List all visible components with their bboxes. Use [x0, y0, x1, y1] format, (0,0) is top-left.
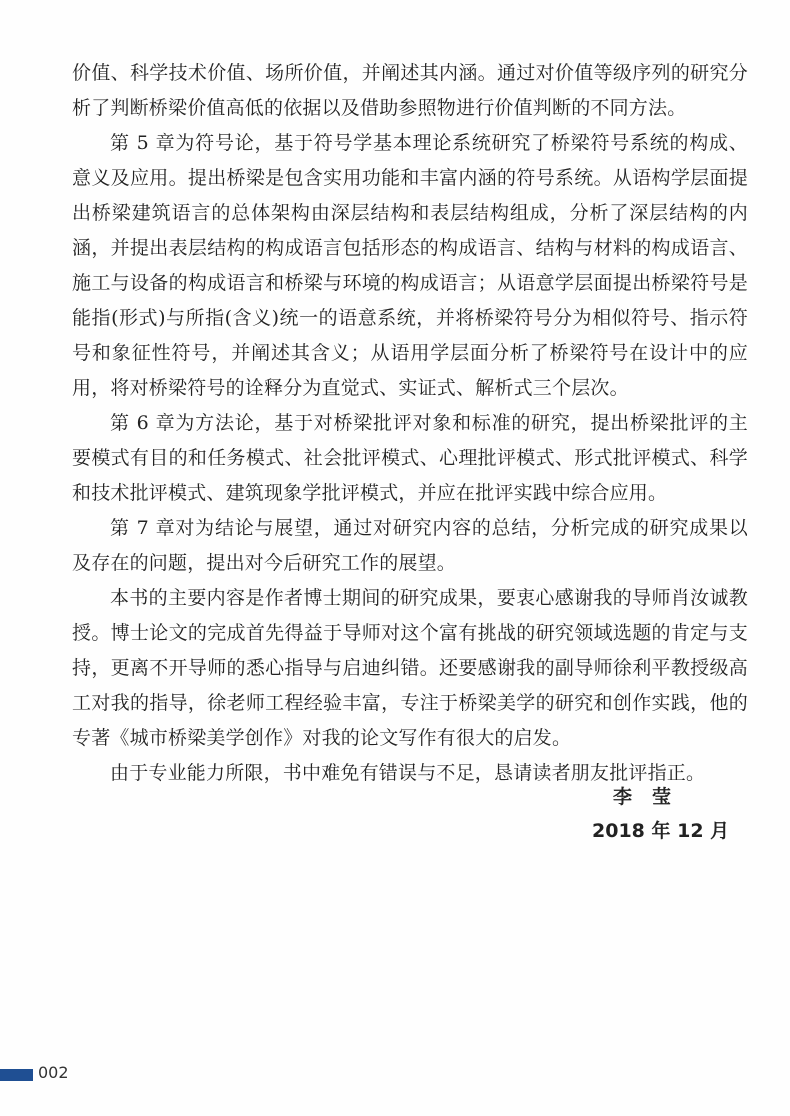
author-signature: [560, 780, 760, 848]
page-footer-accent-bar: [0, 1069, 33, 1081]
paragraph-closing: 由于专业能力所限，书中难免有错误与不足，恳请读者朋友批评指正。: [110, 762, 706, 784]
paragraph-chapter-5: 第 5 章为符号论，基于符号学基本理论系统研究了桥梁符号系统的构成、意义及应用。提出桥梁是包含实用功能和丰富内涵的符号系统。从语构学层面提出桥梁建筑语言的总体架构由深层结构和表层结构组成，分析了深层结构的内涵，并提出表层结构的构成语言包括形态的构成语言、结构与材料的构成语言、施工与设备的构成语言和桥梁与环境的构成语言；从语意学层面提出桥梁符号是能指(形式)与所指(含义)统一的语意系统，并将桥梁符号分为相似符号、指示符号和象征性符号，并阐述其含义；从语用学层面分析了桥梁符号在设计中的应用，将对桥梁符号的诠释分为直觉式、实证式、解析式三个层次。: [72, 132, 748, 399]
paragraph-acknowledgements: 本书的主要内容是作者博士期间的研究成果，要衷心感谢我的导师肖汝诚教授。博士论文的完成首先得益于导师对这个富有挑战的研究领域选题的肯定与支持，更离不开导师的悉心指导与启迪纠错。还要感谢我的副导师徐利平教授级高工对我的指导，徐老师工程经验丰富，专注于桥梁美学的研究和创作实践，他的专著《城市桥梁美学创作》对我的论文写作有很大的启发。: [72, 587, 748, 749]
signature-date: 2018 年 12 月: [592, 820, 730, 842]
author-name: 李莹: [613, 786, 692, 808]
paragraph-chapter-6: 第 6 章为方法论，基于对桥梁批评对象和标准的研究，提出桥梁批评的主要模式有目的和任务模式、社会批评模式、心理批评模式、形式批评模式、科学和技术批评模式、建筑现象学批评模式，并应在批评实践中综合应用。: [72, 412, 748, 504]
paragraph-chapter-7: 第 7 章对为结论与展望，通过对研究内容的总结，分析完成的研究成果以及存在的问题，提出对今后研究工作的展望。: [72, 517, 748, 574]
body-text: [72, 56, 748, 791]
page-number: 002: [38, 1063, 69, 1082]
paragraph-value-summary: 价值、科学技术价值、场所价值，并阐述其内涵。通过对价值等级序列的研究分析了判断桥梁价值高低的依据以及借助参照物进行价值判断的不同方法。: [72, 62, 748, 119]
